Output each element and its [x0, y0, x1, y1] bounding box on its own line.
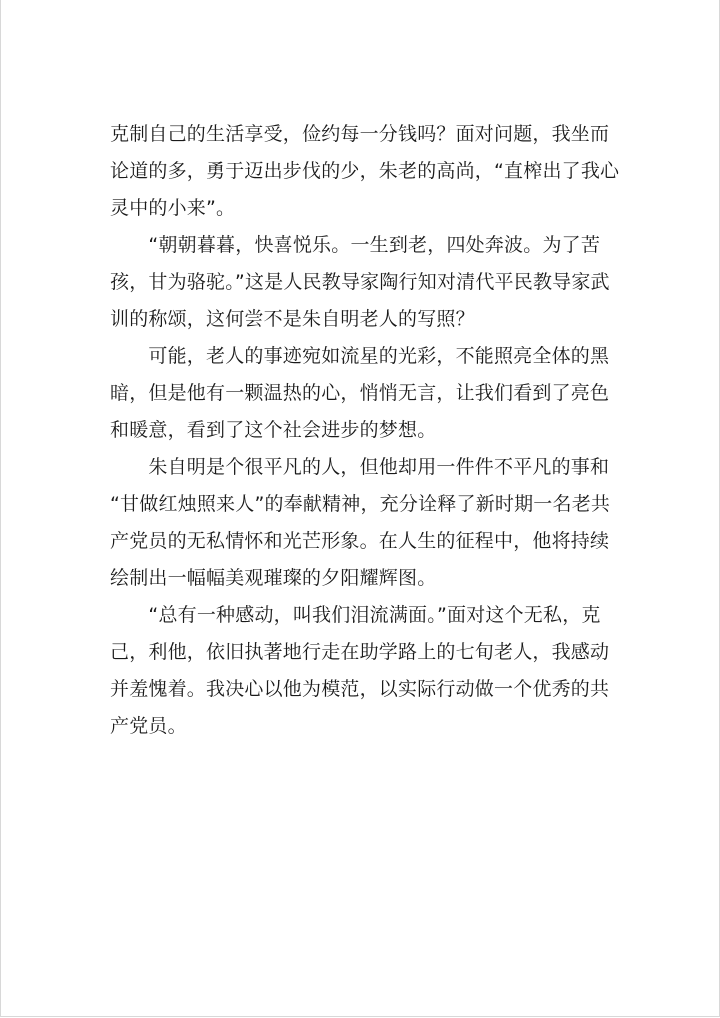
text-line: 产党员。 [110, 715, 187, 737]
text-line: 并羞愧着。我决心以他为模范，以实际行动做一个优秀的共 [110, 678, 610, 700]
text-line: 绘制出一幅幅美观璀璨的夕阳耀辉图。 [110, 567, 437, 589]
text-line: 和暖意，看到了这个社会进步的梦想。 [110, 419, 437, 441]
document-body [110, 116, 620, 745]
text-line: 可能，老人的事迹宛如流星的光彩，不能照亮全体的黑 [110, 345, 610, 367]
text-line: 产党员的无私情怀和光芒形象。在人生的征程中，他将持续 [110, 530, 610, 552]
text-line: 暗，但是他有一颗温热的心，悄悄无言，让我们看到了亮色 [110, 382, 610, 404]
text-line: 训的称颂，这何尝不是朱自明老人的写照？ [110, 308, 475, 330]
text-line: 克制自己的生活享受，俭约每一分钱吗？面对问题，我坐而 [110, 123, 610, 145]
text-line: “朝朝暮暮，快喜悦乐。一生到老，四处奔波。为了苦 [110, 234, 601, 256]
text-line: 己，利他，依旧执著地行走在助学路上的七旬老人，我感动 [110, 641, 610, 663]
text-line: “总有一种感动，叫我们泪流满面。”面对这个无私，克 [110, 604, 601, 626]
text-line: 朱自明是个很平凡的人，但他却用一件件不平凡的事和 [110, 456, 610, 478]
text-line: “甘做红烛照来人”的奉献精神，充分诠释了新时期一名老共 [110, 493, 611, 515]
text-line: 灵中的小来”。 [110, 197, 236, 219]
text-line: 孩，甘为骆驼。”这是人民教导家陶行知对清代平民教导家武 [110, 271, 610, 293]
text-line: 论道的多，勇于迈出步伐的少，朱老的高尚，“直榨出了我心 [110, 160, 620, 182]
